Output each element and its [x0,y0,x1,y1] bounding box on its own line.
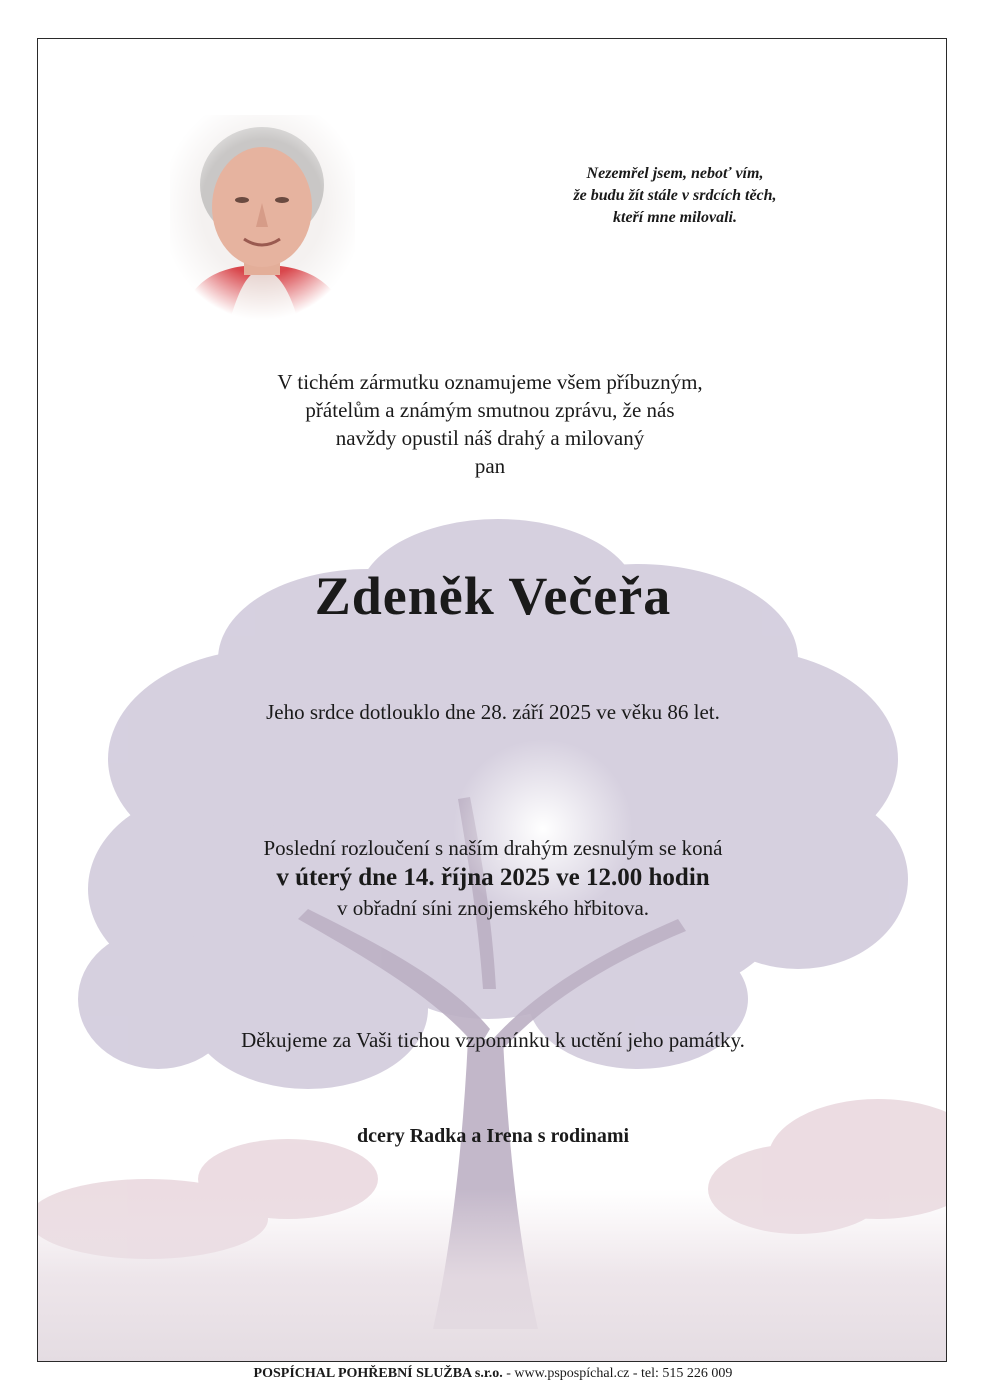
mourners-signature: dcery Radka a Irena s rodinami [356,1125,630,1147]
intro-line: navždy opustil náš drahý a milovaný [335,426,645,450]
funeral-details [100,834,886,922]
death-date-text: Jeho srdce dotlouklo dne 28. září 2025 ve věku 86 let. [266,700,720,724]
deceased-name: Zdeněk Večeřa [314,566,672,626]
funeral-intro-line: Poslední rozloučení s naším drahým zesnulým se koná [263,836,723,860]
motto-quote [520,163,830,229]
footer-contact: - www.pspospíchal.cz - tel: 515 226 009 [502,1366,733,1381]
portrait-photo [170,115,355,320]
motto-line: Nezemřel jsem, neboť vím, [586,165,764,182]
footer-funeral-service [0,1366,986,1382]
motto-line: kteří mne milovali. [613,209,737,226]
motto-line: že budu žít stále v srdcích těch, [573,187,777,204]
funeral-date-time: v úterý dne 14. října 2025 ve 12.00 hodin [276,864,710,891]
funeral-location: v obřadní síni znojemského hřbitova. [336,896,650,920]
footer-brand: POSPÍCHAL POHŘEBNÍ SLUŽBA s.r.o. [253,1366,503,1381]
intro-line: pan [474,454,506,478]
thanks-text: Děkujeme za Vaši tichou vzpomínku k uctění jeho památky. [241,1028,745,1052]
intro-line: V tichém zármutku oznamujeme všem příbuzným, [277,370,703,394]
announcement-intro [180,368,800,480]
intro-line: přátelům a známým smutnou zprávu, že nás [305,398,675,422]
